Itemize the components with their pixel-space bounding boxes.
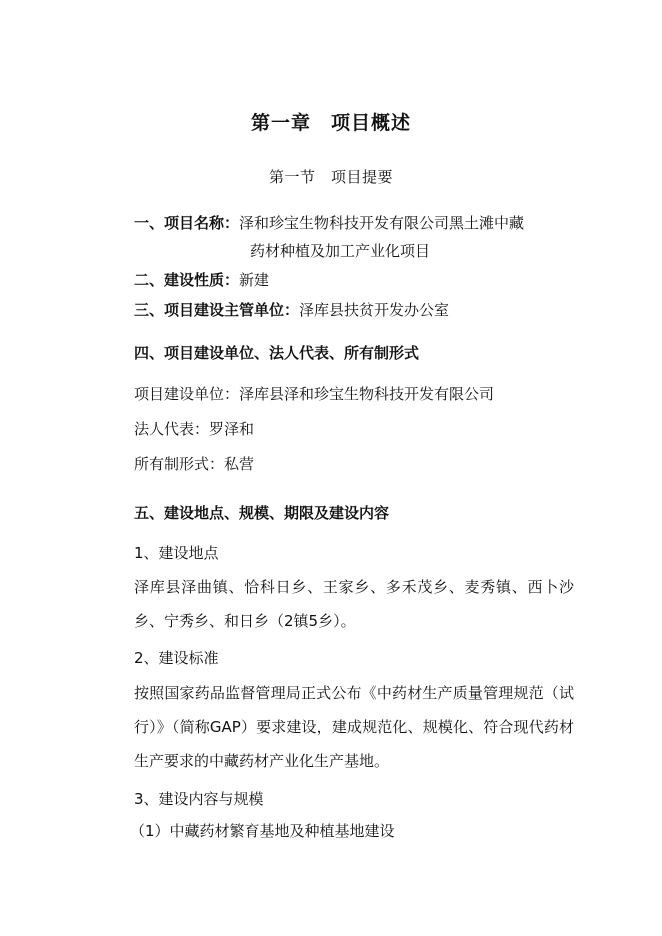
location-text: 泽库县泽曲镇、恰科日乡、王家乡、多禾茂乡、麦秀镇、西卜沙乡、宁秀乡、和日乡（2镇5乡）。 xyxy=(134,578,574,630)
ownership-row xyxy=(134,454,254,474)
section-title: 第一节 项目提要 xyxy=(268,168,393,186)
project-nature-row xyxy=(134,270,269,290)
rep-label: 法人代表： xyxy=(134,420,210,438)
project-name-line2: 药材种植及加工产业化项目 xyxy=(250,242,431,260)
project-name-row xyxy=(134,213,524,233)
project-name-heading: 一、项目名称： xyxy=(134,214,240,232)
standard-text: 按照国家药品监督管理局正式公布《中药材生产质量管理规范（试行）》（简称GAP）要求建设，建成规范化、规模化、符合现代药材生产要求的中藏药材产业化生产基地。 xyxy=(134,684,574,770)
unit-heading: 四、项目建设单位、法人代表、所有制形式 xyxy=(134,344,420,362)
site-heading: 五、建设地点、规模、期限及建设内容 xyxy=(134,504,390,522)
project-nature-heading: 二、建设性质： xyxy=(134,271,240,289)
authority-row xyxy=(134,300,449,320)
rep-value: 罗泽和 xyxy=(209,420,255,438)
unit-label: 项目建设单位： xyxy=(134,385,240,403)
project-nature-value: 新建 xyxy=(239,271,270,289)
chapter-title: 第一章 项目概述 xyxy=(250,112,411,134)
standard-title: 2、建设标准 xyxy=(134,649,219,667)
authority-heading: 三、项目建设主管单位： xyxy=(134,301,300,319)
location-title: 1、建设地点 xyxy=(134,544,219,562)
unit-value: 泽库县泽和珍宝生物科技开发有限公司 xyxy=(239,385,495,403)
unit-row xyxy=(134,384,494,404)
project-name-line1: 泽和珍宝生物科技开发有限公司黑土滩中藏 xyxy=(239,214,525,232)
content-title: 3、建设内容与规模 xyxy=(134,790,264,808)
ownership-label: 所有制形式： xyxy=(134,455,225,473)
ownership-value: 私营 xyxy=(224,455,255,473)
content-item-1: （1）中藏药材繁育基地及种植基地建设 xyxy=(130,822,395,840)
authority-value: 泽库县扶贫开发办公室 xyxy=(299,301,450,319)
rep-row xyxy=(134,419,254,439)
